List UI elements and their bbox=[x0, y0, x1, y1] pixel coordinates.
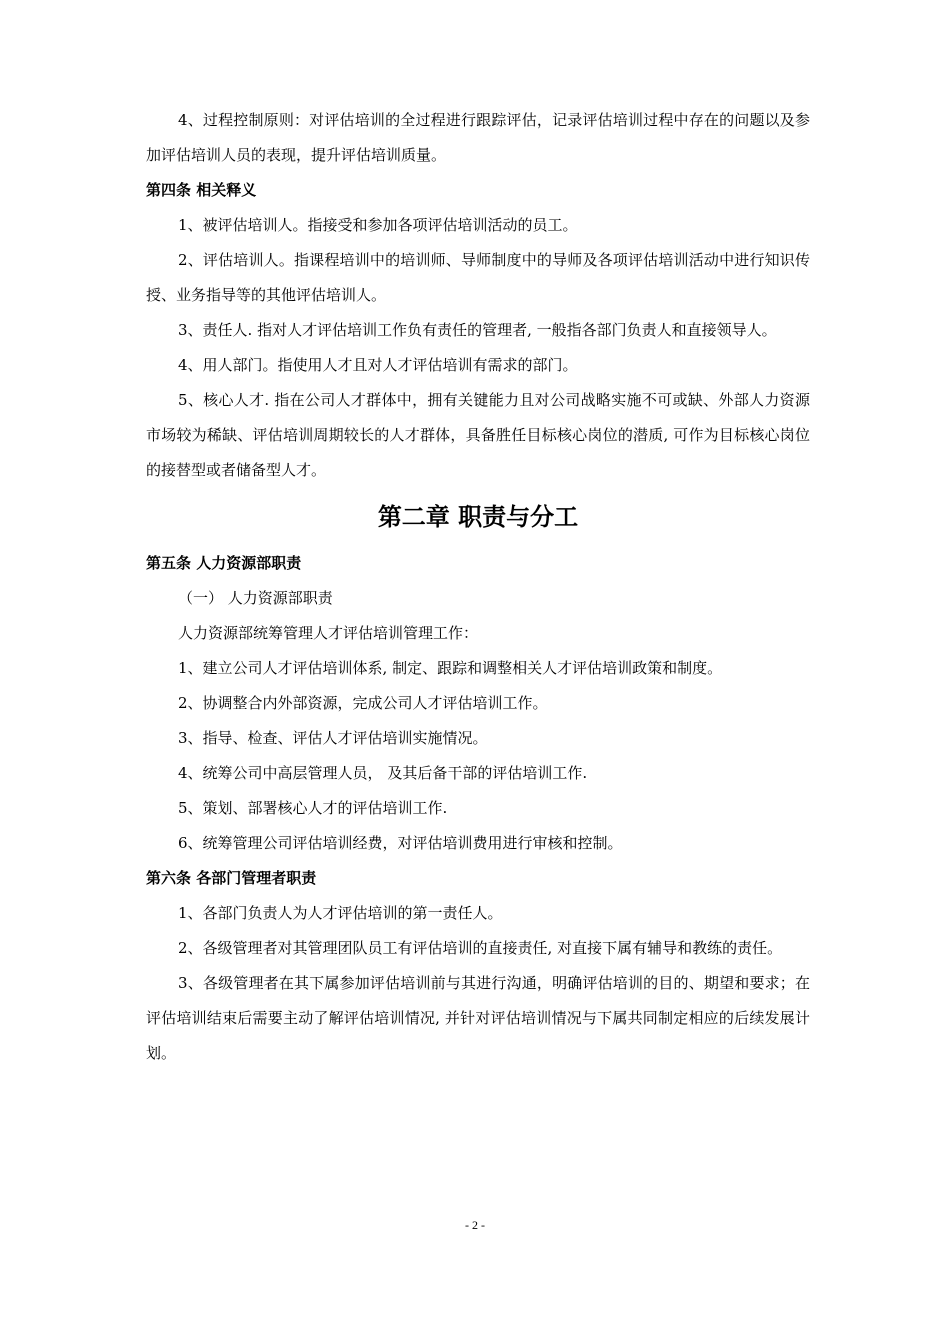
definition-2-paragraph: 2、评估培训人。指课程培训中的培训师、导师制度中的导师及各项评估培训活动中进行知识传授、业务指导等的其他评估培训人。 bbox=[146, 251, 810, 304]
article-4-heading: 第四条 相关释义 bbox=[146, 181, 257, 199]
definition-5-paragraph: 5、核心人才. 指在公司人才群体中，拥有关键能力且对公司战略实施不可或缺、外部人力资源市场较为稀缺、评估培训周期较长的人才群体，具备胜任目标核心岗位的潜质, 可作为目标核心岗位的接替型或者储备型人才。 bbox=[146, 391, 810, 479]
definition-1-paragraph: 1、被评估培训人。指接受和参加各项评估培训活动的员工。 bbox=[178, 216, 578, 234]
article-5-heading: 第五条 人力资源部职责 bbox=[146, 554, 302, 572]
manager-duty-2: 2、各级管理者对其管理团队员工有评估培训的直接责任, 对直接下属有辅导和教练的责任。 bbox=[178, 939, 783, 957]
article-6-heading: 第六条 各部门管理者职责 bbox=[146, 869, 317, 887]
manager-duty-3: 3、各级管理者在其下属参加评估培训前与其进行沟通，明确评估培训的目的、期望和要求；在评估培训结束后需要主动了解评估培训情况, 并针对评估培训情况与下属共同制定相应的后续发展计划。 bbox=[146, 974, 810, 1062]
hr-duty-3: 3、指导、检查、评估人才评估培训实施情况。 bbox=[178, 729, 488, 747]
definition-4-paragraph: 4、用人部门。指使用人才且对人才评估培训有需求的部门。 bbox=[178, 356, 578, 374]
definition-3-paragraph: 3、责任人. 指对人才评估培训工作负有责任的管理者, 一般指各部门负责人和直接领导人。 bbox=[178, 321, 777, 339]
hr-subsection-title: （一） 人力资源部职责 bbox=[178, 589, 333, 607]
document-body bbox=[146, 103, 810, 1071]
hr-duty-6: 6、统筹管理公司评估培训经费，对评估培训费用进行审核和控制。 bbox=[178, 834, 623, 852]
hr-duty-5: 5、策划、部署核心人才的评估培训工作. bbox=[178, 799, 448, 817]
hr-duty-4: 4、统筹公司中高层管理人员， 及其后备干部的评估培训工作. bbox=[178, 764, 588, 782]
hr-duty-2: 2、协调整合内外部资源，完成公司人才评估培训工作。 bbox=[178, 694, 548, 712]
manager-duty-1: 1、各部门负责人为人才评估培训的第一责任人。 bbox=[178, 904, 503, 922]
hr-intro-paragraph: 人力资源部统筹管理人才评估培训管理工作： bbox=[178, 624, 479, 642]
principle-4-paragraph: 4、过程控制原则：对评估培训的全过程进行跟踪评估，记录评估培训过程中存在的问题以及参加评估培训人员的表现，提升评估培训质量。 bbox=[146, 111, 810, 164]
hr-duty-1: 1、建立公司人才评估培训体系, 制定、跟踪和调整相关人才评估培训政策和制度。 bbox=[178, 659, 723, 677]
page-number: - 2 - bbox=[465, 1218, 485, 1232]
chapter-2-title: 第二章 职责与分工 bbox=[377, 503, 579, 531]
